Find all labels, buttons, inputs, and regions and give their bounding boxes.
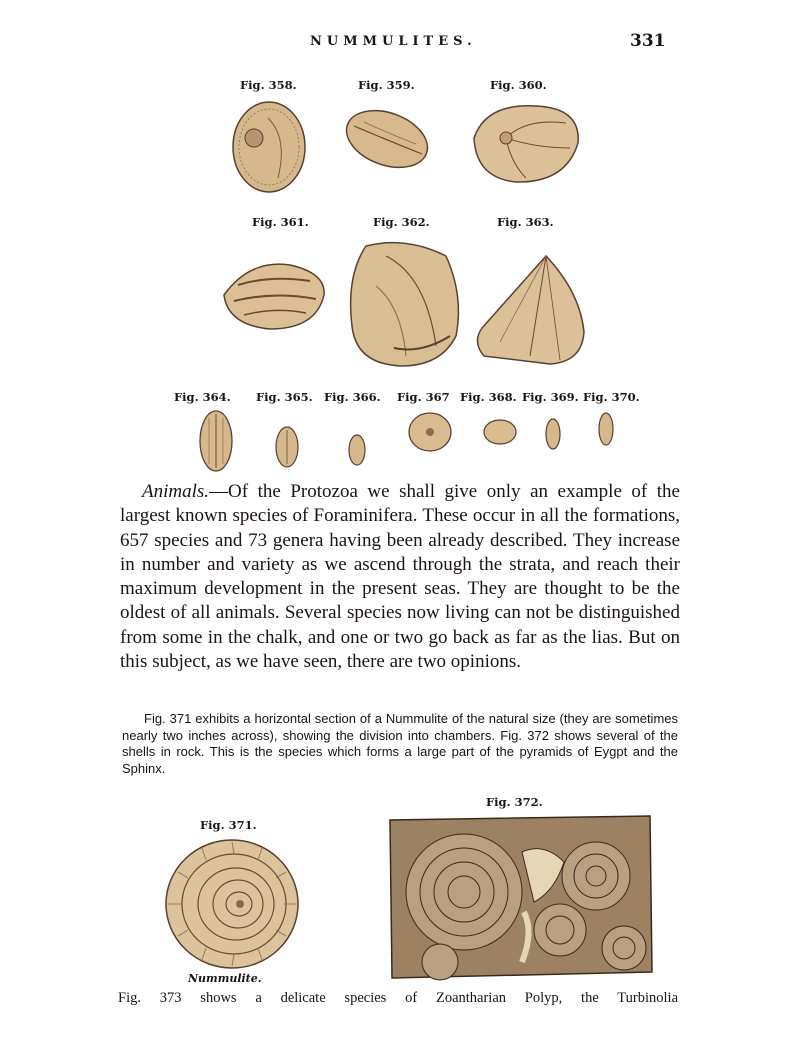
- fig-358-illustration: [228, 98, 310, 196]
- last-line: Fig. 373 shows a delicate species of Zoantharian Polyp, the Turbinolia: [118, 990, 678, 1006]
- fig-368-label: Fig. 368.: [460, 390, 517, 404]
- fig-367-illustration: [406, 410, 454, 454]
- running-header: NUMMULITES.: [310, 34, 477, 49]
- page-number: 331: [630, 31, 666, 51]
- fig-369-illustration: [543, 416, 563, 452]
- fig-371-caption: Nummulite.: [188, 972, 262, 985]
- fig-358-label: Fig. 358.: [240, 78, 297, 92]
- fig-372-label: Fig. 372.: [486, 795, 543, 809]
- main-paragraph: [120, 480, 680, 674]
- fig-365-label: Fig. 365.: [256, 390, 313, 404]
- fig-363-label: Fig. 363.: [497, 215, 554, 229]
- fig-366-label: Fig. 366.: [324, 390, 381, 404]
- fig-366-illustration: [346, 432, 368, 468]
- fig-363-illustration: [470, 252, 590, 368]
- small-paragraph: [122, 711, 678, 777]
- fig-361-illustration: [220, 255, 330, 335]
- fig-372-illustration: [384, 812, 656, 982]
- fig-371-illustration: [162, 836, 302, 972]
- fig-370-label: Fig. 370.: [583, 390, 640, 404]
- paragraph-lead: Animals.: [142, 481, 210, 502]
- fig-365-illustration: [274, 424, 300, 470]
- fig-362-illustration: [346, 236, 466, 372]
- small-paragraph-body: Fig. 371 exhibits a horizontal section of a Nummulite of the natural size (they are sometimes nearly two inches across), showing the division into chambers. Fig. 372 shows several of the shells in rock. This is the species which forms a large part of the pyramids of Eygpt and the Sphinx.: [122, 711, 678, 776]
- fig-364-label: Fig. 364.: [174, 390, 231, 404]
- fig-364-illustration: [196, 408, 236, 474]
- fig-362-label: Fig. 362.: [373, 215, 430, 229]
- fig-371-label: Fig. 371.: [200, 818, 257, 832]
- fig-360-label: Fig. 360.: [490, 78, 547, 92]
- fig-359-illustration: [342, 104, 432, 174]
- fig-369-label: Fig. 369.: [522, 390, 579, 404]
- fig-367-label: Fig. 367: [397, 390, 450, 404]
- fig-368-illustration: [482, 416, 518, 448]
- fig-359-label: Fig. 359.: [358, 78, 415, 92]
- fig-361-label: Fig. 361.: [252, 215, 309, 229]
- paragraph-body: —Of the Protozoa we shall give only an example of the largest known species of Foraminifera. These occur in all the formations, 657 species and 73 genera having been already described. They increase in number and variety as we ascend through the strata, and reach their maximum development in the present seas. They are thought to be the oldest of all animals. Several species now living can not be distinguished from some in the chalk, and one or two go back as far as the lias. But on this subject, as we have seen, there are two opinions.: [120, 481, 680, 673]
- fig-360-illustration: [466, 98, 586, 188]
- fig-370-illustration: [596, 410, 616, 448]
